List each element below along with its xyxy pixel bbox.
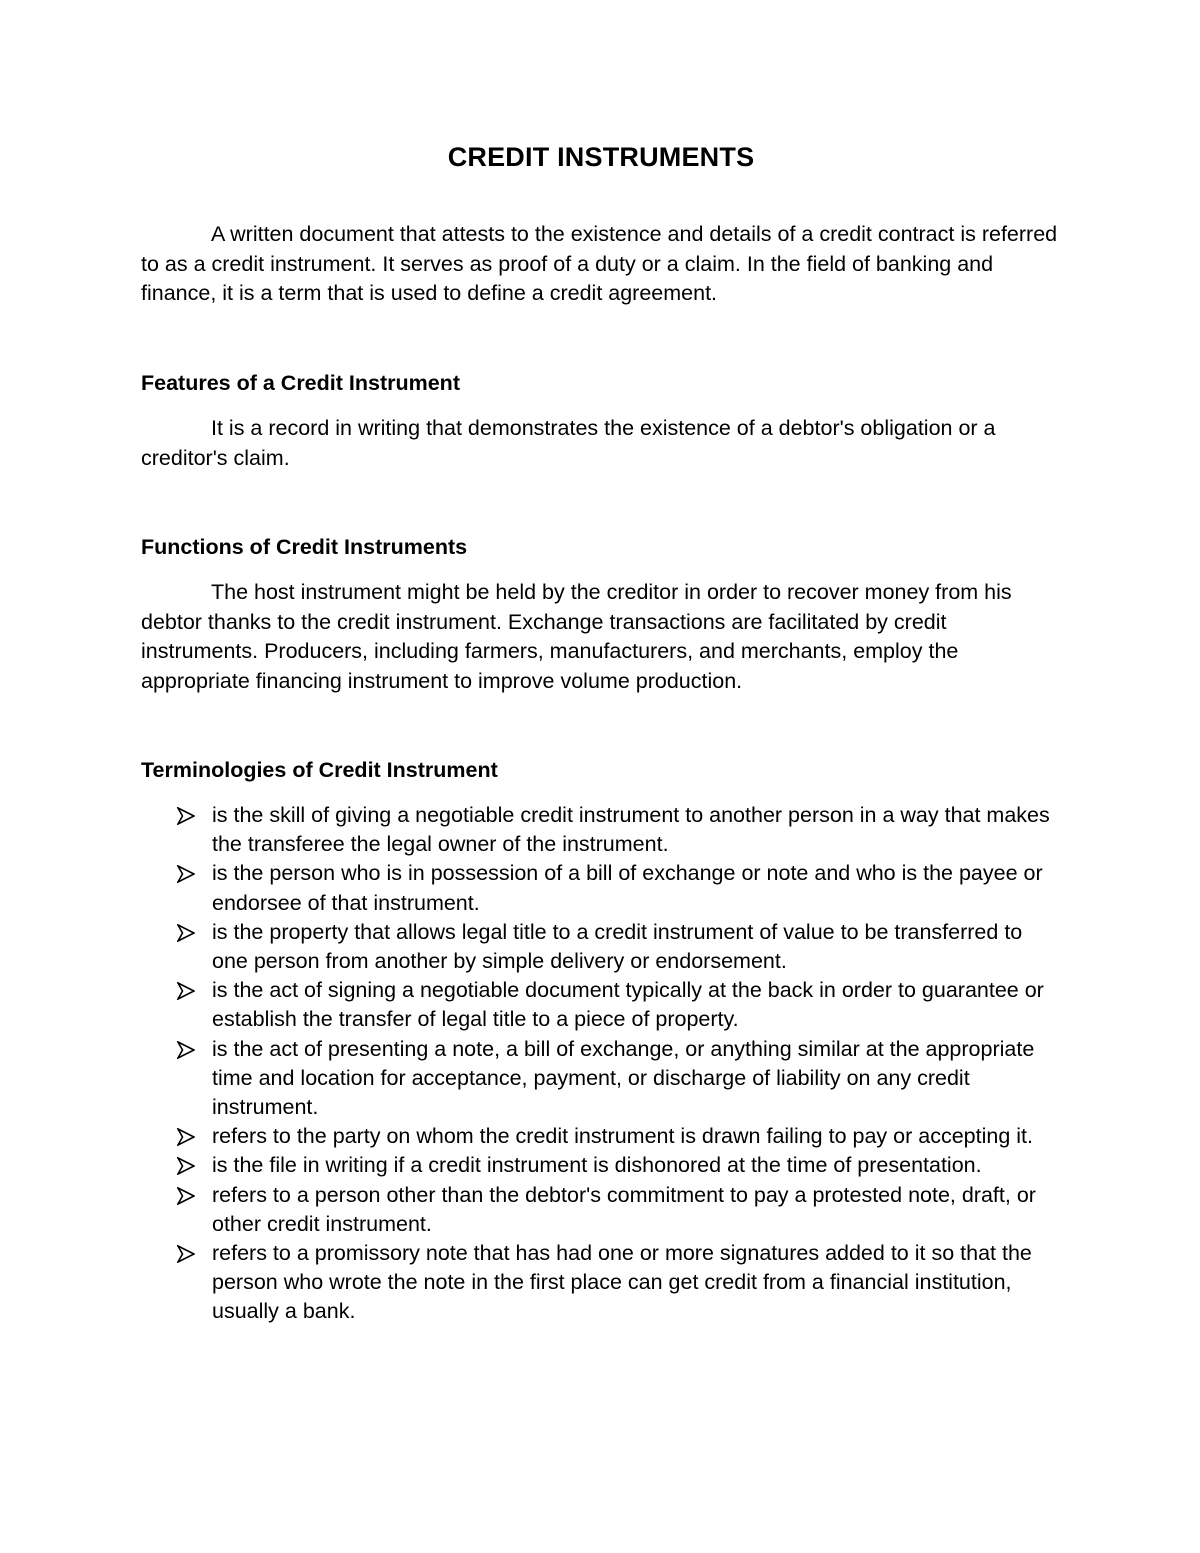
- arrowhead-bullet-icon: [177, 1041, 195, 1059]
- term-definition: refers to a person other than the debtor's commitment to pay a protested note, draft, or other credit instrument.: [212, 1182, 1036, 1236]
- list-item: [141, 976, 1061, 1034]
- list-item: [141, 1035, 1061, 1123]
- term-definition: is the skill of giving a negotiable credit instrument to another person in a way that makes the transferee the legal owner of the instrument.: [212, 803, 1050, 857]
- arrowhead-bullet-icon: [177, 807, 195, 825]
- terminologies-heading: Terminologies of Credit Instrument: [141, 758, 498, 782]
- arrowhead-bullet-icon: [177, 865, 195, 883]
- list-item: [141, 1239, 1061, 1327]
- term-definition: is the file in writing if a credit instrument is dishonored at the time of presentation.: [212, 1153, 982, 1178]
- arrowhead-bullet-icon: [177, 1245, 195, 1263]
- term-definition: refers to a promissory note that has had one or more signatures added to it so that the person who wrote the note in the first place can get credit from a financial institution, usually a bank.: [212, 1241, 1032, 1324]
- term-definition: is the property that allows legal title to a credit instrument of value to be transferred to one person from another by simple delivery or endorsement.: [212, 919, 1023, 974]
- document-title: CREDIT INSTRUMENTS: [447, 142, 755, 172]
- intro-paragraph: A written document that attests to the existence and details of a credit contract is referred to as a credit instrument. It serves as proof of a duty or a claim. In the field of banking and finance, it is a term that is used to define a credit agreement.: [141, 222, 1058, 305]
- functions-paragraph: The host instrument might be held by the creditor in order to recover money from his debtor thanks to the credit instrument. Exchange transactions are facilitated by credit instruments. Producers, including farmers, manufacturers, and merchants, employ the appropriate financing instrument to improve volume production.: [141, 580, 1012, 693]
- functions-heading: Functions of Credit Instruments: [141, 535, 468, 559]
- arrowhead-bullet-icon: [177, 982, 195, 1000]
- arrowhead-bullet-icon: [177, 924, 195, 942]
- term-definition: is the act of presenting a note, a bill of exchange, or anything similar at the appropriate time and location for acceptance, payment, or discharge of liability on any credit instrument.: [212, 1036, 1035, 1120]
- arrowhead-bullet-icon: [177, 1157, 195, 1175]
- list-item: [141, 1122, 1061, 1151]
- list-item: [141, 859, 1061, 917]
- list-item: [141, 801, 1061, 859]
- arrowhead-bullet-icon: [177, 1128, 195, 1146]
- arrowhead-bullet-icon: [177, 1187, 195, 1205]
- term-definition: is the act of signing a negotiable document typically at the back in order to guarantee or establish the transfer of legal title to a piece of property.: [212, 978, 1044, 1032]
- term-definition: refers to the party on whom the credit instrument is drawn failing to pay or accepting it.: [212, 1124, 1033, 1149]
- terminologies-list: [141, 801, 1061, 1327]
- list-item: [141, 1181, 1061, 1239]
- term-definition: is the person who is in possession of a bill of exchange or note and who is the payee or endorsee of that instrument.: [212, 861, 1043, 915]
- features-paragraph: It is a record in writing that demonstrates the existence of a debtor's obligation or a creditor's claim.: [141, 416, 996, 470]
- features-heading: Features of a Credit Instrument: [141, 371, 460, 395]
- list-item: [141, 918, 1061, 976]
- list-item: [141, 1151, 1061, 1180]
